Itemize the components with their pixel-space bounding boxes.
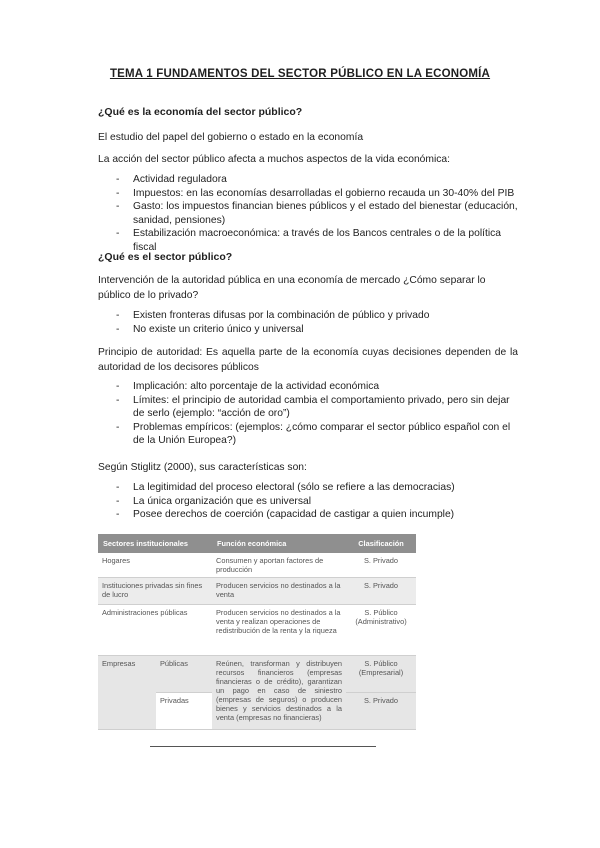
table-cell: S. Privado <box>346 553 416 578</box>
table-cell: Instituciones privadas sin fines de lucro <box>98 578 212 605</box>
list-item: - Gasto: los impuestos financian bienes públicos y el estado del bienestar (educación, sanidad, pensiones) <box>116 201 518 226</box>
table-cell: Consumen y aportan factores de producción <box>212 553 346 578</box>
table-header: Función económica <box>212 534 346 553</box>
table-cell: Hogares <box>98 553 212 578</box>
table-bottom-rule <box>150 746 376 747</box>
sectors-table <box>98 534 416 730</box>
paragraph: El estudio del papel del gobierno o estado en la economía <box>98 132 364 143</box>
list-item: - Impuestos: en las economías desarrolladas el gobierno recauda un 30-40% del PIB <box>116 187 515 199</box>
section-heading-economia-sector-publico: ¿Qué es la economía del sector público? <box>98 106 303 118</box>
section-heading-sector-publico: ¿Qué es el sector público? <box>98 251 233 263</box>
list-item: - La legitimidad del proceso electoral (sólo se refiere a las democracias) <box>116 482 455 493</box>
list-item: - Posee derechos de coerción (capacidad de castigar a quien incumple) <box>116 509 455 521</box>
bullet-list <box>98 481 518 522</box>
list-item: - Implicación: alto porcentaje de la actividad económica <box>116 381 380 392</box>
table-cell: Reúnen, transforman y distribuyen recursos financieros (empresas financieras o de crédito), garantizan un pago en caso de siniestro (empresas de seguros) o producen bienes y servicios destinados a la venta (empresas no financieras) <box>212 656 346 730</box>
list-item: - Actividad reguladora <box>116 174 227 185</box>
table-cell: Producen servicios no destinados a la venta y realizan operaciones de redistribución de la renta y la riqueza <box>212 605 346 656</box>
paragraph: Principio de autoridad: Es aquella parte de la economía cuyas decisiones dependen de la autoridad de los decisores públicos <box>98 347 518 373</box>
document-title: TEMA 1 FUNDAMENTOS DEL SECTOR PÚBLICO EN LA ECONOMÍA <box>109 68 491 80</box>
list-item: - Límites: el principio de autoridad cambia el comportamiento privado, pero sin dejar de serlo (ejemplo: “acción de oro”) <box>116 394 510 420</box>
bullet-list <box>98 309 518 336</box>
bullet-list <box>98 173 518 255</box>
table-cell: S. Privado <box>346 693 416 730</box>
list-item: - Existen fronteras difusas por la combinación de público y privado <box>116 310 430 321</box>
table-cell: S. Público (Administrativo) <box>346 605 416 656</box>
paragraph: Según Stiglitz (2000), sus características son: <box>98 462 307 473</box>
list-item: - Estabilización macroeconómica: a través de los Bancos centrales o de la política fiscal <box>116 228 502 253</box>
list-item: - Problemas empíricos: (ejemplos: ¿cómo comparar el sector público español con el de la Unión Europea?) <box>116 421 511 447</box>
table-row <box>98 605 416 656</box>
table-row <box>98 656 416 693</box>
table-cell: Empresas <box>98 656 156 730</box>
table-header: Clasificación <box>346 534 416 553</box>
table-cell: S. Privado <box>346 578 416 605</box>
table-header: Sectores institucionales <box>98 534 212 553</box>
table-header-row <box>98 534 416 553</box>
list-item: - La única organización que es universal <box>116 495 312 507</box>
table-row <box>98 553 416 578</box>
bullet-list <box>98 380 518 448</box>
table-cell: Privadas <box>156 693 212 730</box>
table-cell: Administraciones públicas <box>98 605 212 656</box>
table-cell: Producen servicios no destinados a la venta <box>212 578 346 605</box>
list-item: - No existe un criterio único y universal <box>116 323 304 335</box>
table-cell: S. Público (Empresarial) <box>346 656 416 693</box>
paragraph: La acción del sector público afecta a muchos aspectos de la vida económica: <box>98 154 451 165</box>
paragraph: Intervención de la autoridad pública en una economía de mercado ¿Cómo separar lo público de lo privado? <box>98 275 486 301</box>
table-row <box>98 578 416 605</box>
table-cell: Públicas <box>156 656 212 693</box>
